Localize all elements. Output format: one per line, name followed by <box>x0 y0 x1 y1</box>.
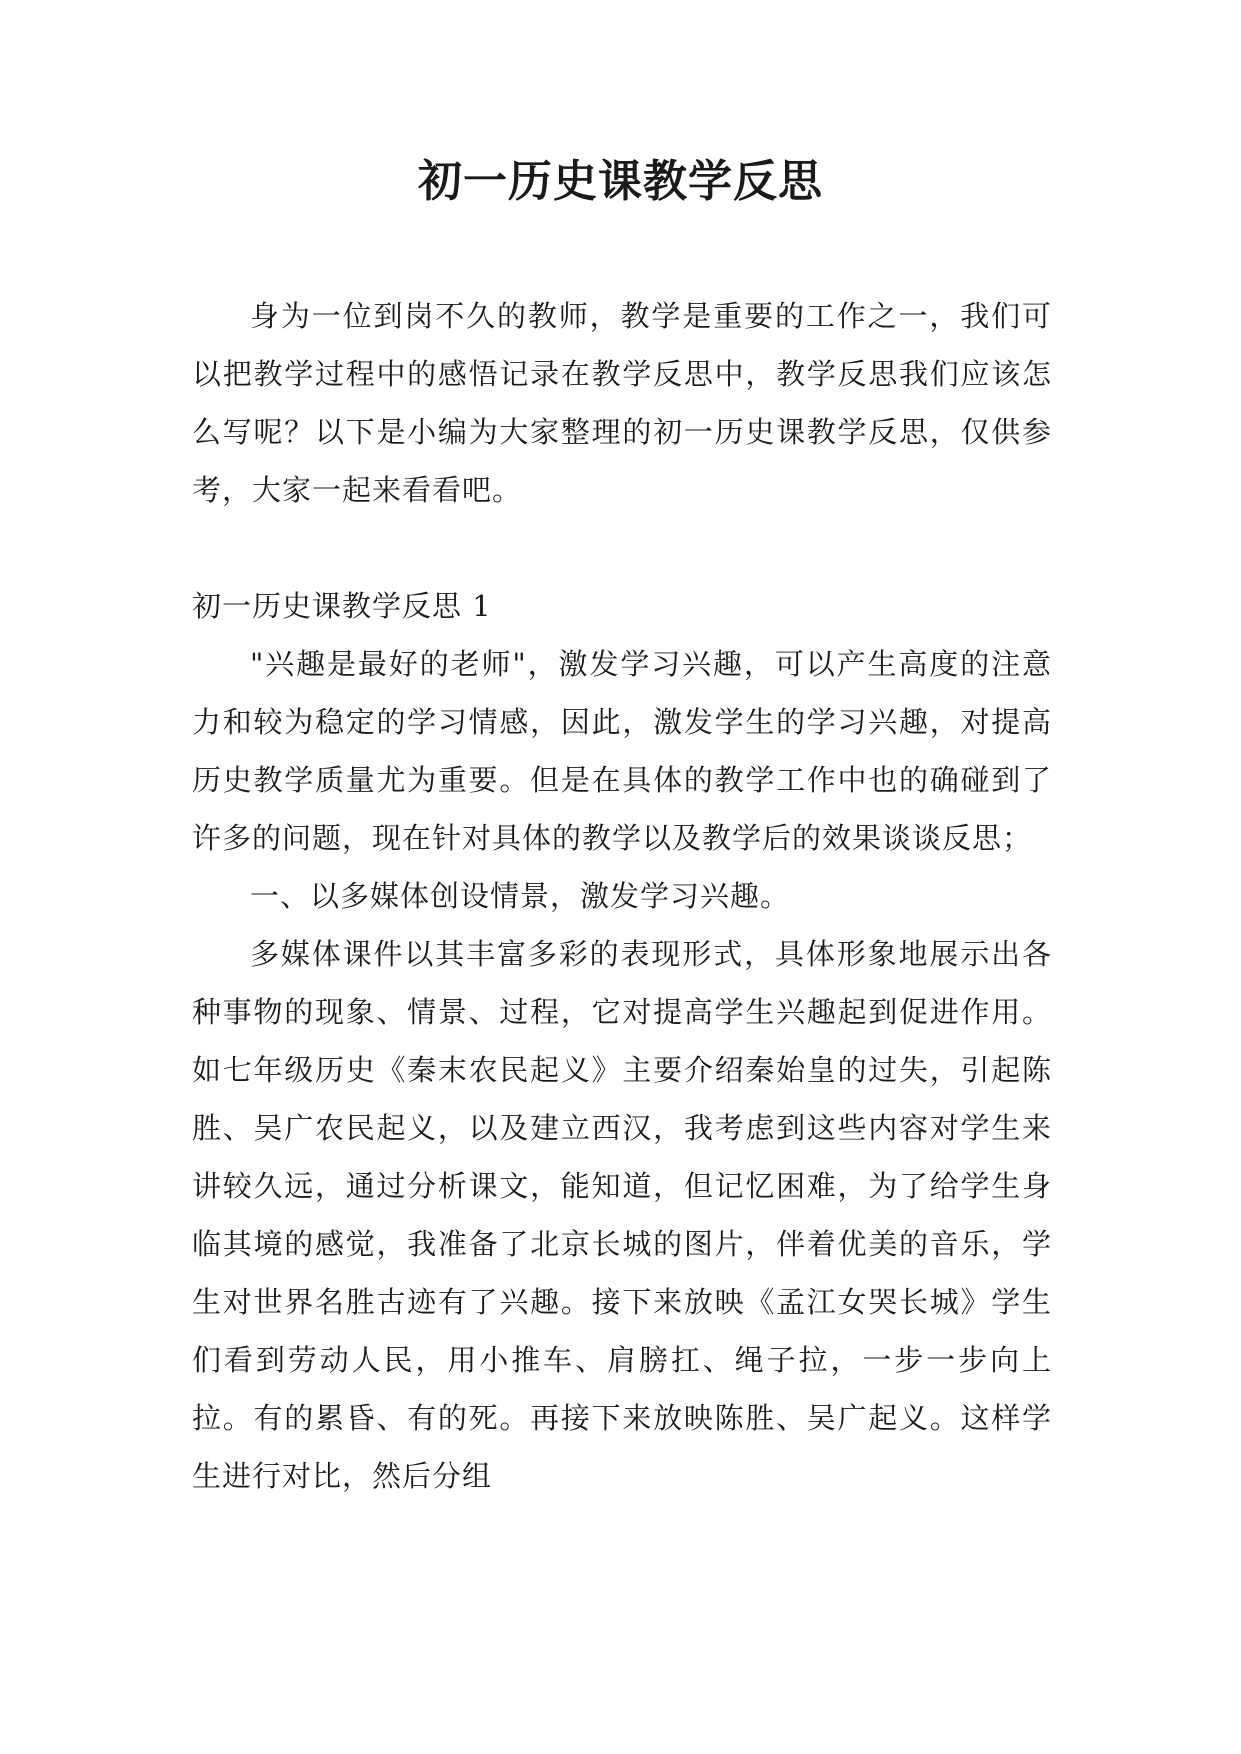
body-paragraph: 多媒体课件以其丰富多彩的表现形式，具体形象地展示出各种事物的现象、情景、过程，它对提高学生兴趣起到促进作用。如七年级历史《秦末农民起义》主要介绍秦始皇的过失，引起陈胜、吴广农民起义，以及建立西汉，我考虑到这些内容对学生来讲较久远，通过分析课文，能知道，但记忆困难，为了给学生身临其境的感觉，我准备了北京长城的图片，伴着优美的音乐，学生对世界名胜古迹有了兴趣。接下来放映《孟江女哭长城》学生们看到劳动人民，用小推车、肩膀扛、绳子拉，一步一步向上拉。有的累昏、有的死。再接下来放映陈胜、吴广起义。这样学生进行对比，然后分组 <box>192 937 1052 1493</box>
subheading-paragraph: 一、以多媒体创设情景，激发学习兴趣。 <box>250 879 791 913</box>
document-body <box>192 287 1052 1505</box>
body-paragraph: "兴趣是最好的老师"，激发学习兴趣，可以产生高度的注意力和较为稳定的学习情感，因此，激发学生的学习兴趣，对提高历史教学质量尤为重要。但是在具体的教学工作中也的确碰到了许多的问题，现在针对具体的教学以及教学后的效果谈谈反思； <box>192 647 1052 855</box>
paragraph-gap <box>192 519 1052 577</box>
section-heading: 初一历史课教学反思 1 <box>192 589 492 623</box>
intro-paragraph: 身为一位到岗不久的教师，教学是重要的工作之一，我们可以把教学过程中的感悟记录在教学反思中，教学反思我们应该怎么写呢？以下是小编为大家整理的初一历史课教学反思，仅供参考，大家一起来看看吧。 <box>192 299 1052 507</box>
document-title: 初一历史课教学反思 <box>418 156 823 207</box>
